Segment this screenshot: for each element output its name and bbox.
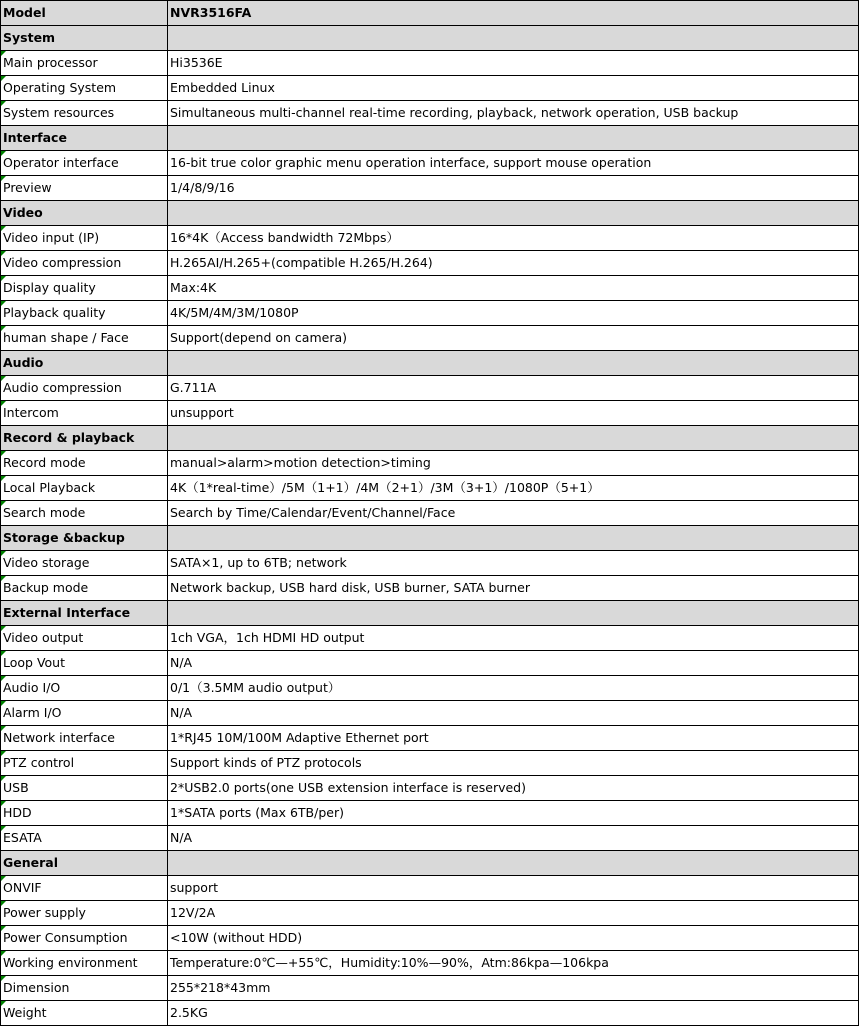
spec-row <box>1 226 859 251</box>
spec-row <box>1 876 859 901</box>
spec-label: Audio compression <box>1 376 168 401</box>
spec-row <box>1 251 859 276</box>
spec-row <box>1 826 859 851</box>
spec-label: Display quality <box>1 276 168 301</box>
spec-row <box>1 301 859 326</box>
spec-row <box>1 951 859 976</box>
section-title: Interface <box>1 126 168 151</box>
spec-value: Support kinds of PTZ protocols <box>168 751 859 776</box>
section-empty-cell <box>168 351 859 376</box>
spec-row <box>1 751 859 776</box>
section-empty-cell <box>168 851 859 876</box>
section-header-row <box>1 851 859 876</box>
spec-value: Search by Time/Calendar/Event/Channel/Face <box>168 501 859 526</box>
spec-row <box>1 726 859 751</box>
spec-row <box>1 626 859 651</box>
spec-row <box>1 76 859 101</box>
spec-label: Dimension <box>1 976 168 1001</box>
spec-label: Operating System <box>1 76 168 101</box>
section-empty-cell <box>168 126 859 151</box>
section-header-row <box>1 601 859 626</box>
spec-label: HDD <box>1 801 168 826</box>
spec-row <box>1 501 859 526</box>
model-header-row <box>1 1 859 26</box>
section-title: Audio <box>1 351 168 376</box>
spec-row <box>1 676 859 701</box>
spec-row <box>1 551 859 576</box>
spec-label: USB <box>1 776 168 801</box>
spec-value: H.265AI/H.265+(compatible H.265/H.264) <box>168 251 859 276</box>
spec-label: Audio I/O <box>1 676 168 701</box>
spec-value: support <box>168 876 859 901</box>
spec-row <box>1 926 859 951</box>
section-empty-cell <box>168 601 859 626</box>
spec-value: 16-bit true color graphic menu operation interface, support mouse operation <box>168 151 859 176</box>
section-title: Video <box>1 201 168 226</box>
spec-row <box>1 376 859 401</box>
spec-value: manual>alarm>motion detection>timing <box>168 451 859 476</box>
spec-value: Hi3536E <box>168 51 859 76</box>
spec-value: Simultaneous multi-channel real-time recording, playback, network operation, USB backup <box>168 101 859 126</box>
spec-label: Video compression <box>1 251 168 276</box>
model-value: NVR3516FA <box>168 1 859 26</box>
spec-value: <10W (without HDD) <box>168 926 859 951</box>
spec-label: Search mode <box>1 501 168 526</box>
spec-label: ONVIF <box>1 876 168 901</box>
spec-label: ESATA <box>1 826 168 851</box>
spec-label: Operator interface <box>1 151 168 176</box>
spec-label: Alarm I/O <box>1 701 168 726</box>
spec-row <box>1 101 859 126</box>
spec-value: N/A <box>168 701 859 726</box>
spec-row <box>1 401 859 426</box>
section-header-row <box>1 26 859 51</box>
section-empty-cell <box>168 426 859 451</box>
spec-label: Local Playback <box>1 476 168 501</box>
spec-value: unsupport <box>168 401 859 426</box>
spec-label: Loop Vout <box>1 651 168 676</box>
section-header-row <box>1 201 859 226</box>
spec-value: 16*4K（Access bandwidth 72Mbps） <box>168 226 859 251</box>
spec-row <box>1 976 859 1001</box>
spec-value: Network backup, USB hard disk, USB burner, SATA burner <box>168 576 859 601</box>
spec-value: Embedded Linux <box>168 76 859 101</box>
spec-row <box>1 176 859 201</box>
spec-label: Playback quality <box>1 301 168 326</box>
spec-row <box>1 576 859 601</box>
section-title: External Interface <box>1 601 168 626</box>
spec-row <box>1 476 859 501</box>
spec-label: Video input (IP) <box>1 226 168 251</box>
spec-label: Intercom <box>1 401 168 426</box>
section-header-row <box>1 126 859 151</box>
section-title: General <box>1 851 168 876</box>
spec-label: Video storage <box>1 551 168 576</box>
spec-row <box>1 701 859 726</box>
spec-value: Max:4K <box>168 276 859 301</box>
spec-label: Working environment <box>1 951 168 976</box>
spec-label: PTZ control <box>1 751 168 776</box>
spec-table-body <box>1 1 859 1026</box>
spec-value: SATA×1, up to 6TB; network <box>168 551 859 576</box>
spec-row <box>1 901 859 926</box>
section-title: Storage &backup <box>1 526 168 551</box>
spec-value: 0/1（3.5MM audio output） <box>168 676 859 701</box>
spec-value: 1*RJ45 10M/100M Adaptive Ethernet port <box>168 726 859 751</box>
spec-value: G.711A <box>168 376 859 401</box>
spec-label: Preview <box>1 176 168 201</box>
spec-row <box>1 651 859 676</box>
section-empty-cell <box>168 201 859 226</box>
spec-value: Support(depend on camera) <box>168 326 859 351</box>
section-empty-cell <box>168 26 859 51</box>
model-label: Model <box>1 1 168 26</box>
spec-value: Temperature:0℃—+55℃，Humidity:10%—90%，Atm:86kpa—106kpa <box>168 951 859 976</box>
spec-label: Power Consumption <box>1 926 168 951</box>
spec-value: 1/4/8/9/16 <box>168 176 859 201</box>
spec-value: 4K（1*real-time）/5M（1+1）/4M（2+1）/3M（3+1）/1080P（5+1） <box>168 476 859 501</box>
spec-row <box>1 51 859 76</box>
section-empty-cell <box>168 526 859 551</box>
spec-row <box>1 151 859 176</box>
spec-label: Backup mode <box>1 576 168 601</box>
spec-value: 2*USB2.0 ports(one USB extension interface is reserved) <box>168 776 859 801</box>
spec-label: Power supply <box>1 901 168 926</box>
spec-row <box>1 801 859 826</box>
spec-label: Video output <box>1 626 168 651</box>
spec-label: human shape / Face <box>1 326 168 351</box>
spec-value: N/A <box>168 826 859 851</box>
section-title: Record & playback <box>1 426 168 451</box>
section-title: System <box>1 26 168 51</box>
spec-value: N/A <box>168 651 859 676</box>
spec-label: Main processor <box>1 51 168 76</box>
spec-value: 2.5KG <box>168 1001 859 1026</box>
spec-row <box>1 276 859 301</box>
spec-value: 1ch VGA，1ch HDMI HD output <box>168 626 859 651</box>
spec-row <box>1 451 859 476</box>
spec-value: 1*SATA ports (Max 6TB/per) <box>168 801 859 826</box>
spec-value: 4K/5M/4M/3M/1080P <box>168 301 859 326</box>
section-header-row <box>1 426 859 451</box>
spec-label: System resources <box>1 101 168 126</box>
spec-value: 12V/2A <box>168 901 859 926</box>
spec-row <box>1 326 859 351</box>
spec-label: Record mode <box>1 451 168 476</box>
spec-label: Weight <box>1 1001 168 1026</box>
spec-value: 255*218*43mm <box>168 976 859 1001</box>
spec-label: Network interface <box>1 726 168 751</box>
spec-row <box>1 1001 859 1026</box>
section-header-row <box>1 526 859 551</box>
section-header-row <box>1 351 859 376</box>
spec-row <box>1 776 859 801</box>
